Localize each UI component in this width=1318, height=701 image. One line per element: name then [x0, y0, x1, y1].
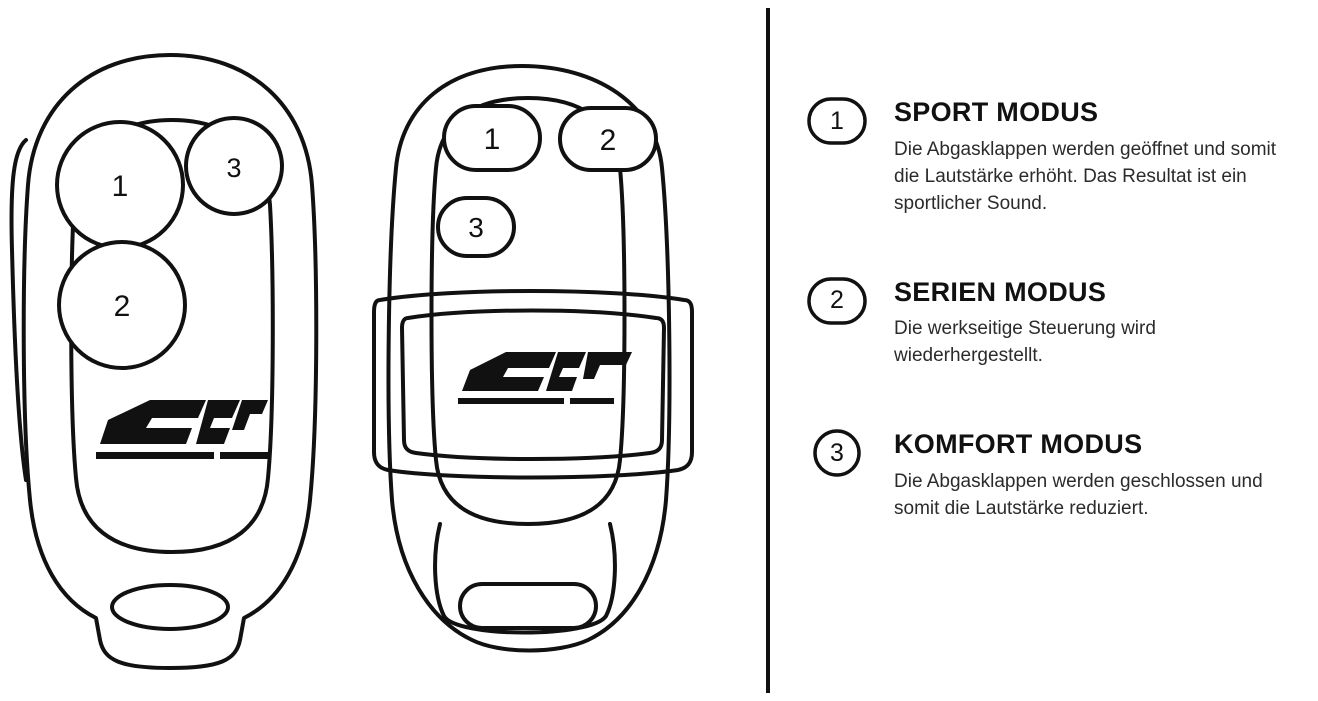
svg-text:2: 2 [113, 290, 131, 323]
badge-3-label: 3 [830, 438, 844, 467]
legend-item-sport [806, 96, 1306, 218]
remote-front-button-2 [59, 242, 185, 368]
legend-title-sport: SPORT MODUS [894, 97, 1099, 127]
badge-2 [806, 276, 868, 326]
legend-text-sport [894, 96, 1306, 218]
remote-angled-button-3 [438, 198, 514, 256]
svg-text:2: 2 [599, 124, 617, 157]
vertical-divider [766, 8, 770, 693]
mode-legend [806, 96, 1306, 523]
svg-text:1: 1 [111, 170, 129, 203]
badge-3 [806, 428, 868, 478]
legend-desc-serien: Die werkseitige Steuerung wird wiederhergestellt. [894, 318, 1156, 367]
remote-angled-button-1 [444, 106, 540, 170]
badge-2-label: 2 [830, 286, 844, 315]
legend-title-komfort: KOMFORT MODUS [894, 429, 1143, 460]
legend-desc-sport: Die Abgasklappen werden geöffnet und somit die Lautstärke erhöht. Das Resultat ist ein sportlicher Sound. [894, 138, 1277, 214]
badge-1-label: 1 [830, 106, 844, 135]
legend-title-serien: SERIEN MODUS [894, 276, 1107, 307]
remote-front-button-1 [57, 122, 183, 248]
asr-logo-angled [458, 352, 632, 404]
legend-text-komfort [894, 428, 1306, 523]
svg-text:3: 3 [468, 212, 484, 243]
legend-text-serien [894, 276, 1306, 371]
remote-front-button-3 [186, 118, 282, 214]
svg-text:3: 3 [226, 153, 242, 183]
legend-desc-komfort: Die Abgasklappen werden geschlossen und somit die Lautstärke reduziert. [894, 470, 1263, 519]
legend-item-serien [806, 276, 1306, 371]
badge-1 [806, 96, 868, 146]
asr-logo-front [96, 400, 268, 459]
legend-item-komfort [806, 428, 1306, 523]
remote-angled-button-2 [560, 108, 656, 170]
svg-text:1: 1 [483, 123, 501, 156]
